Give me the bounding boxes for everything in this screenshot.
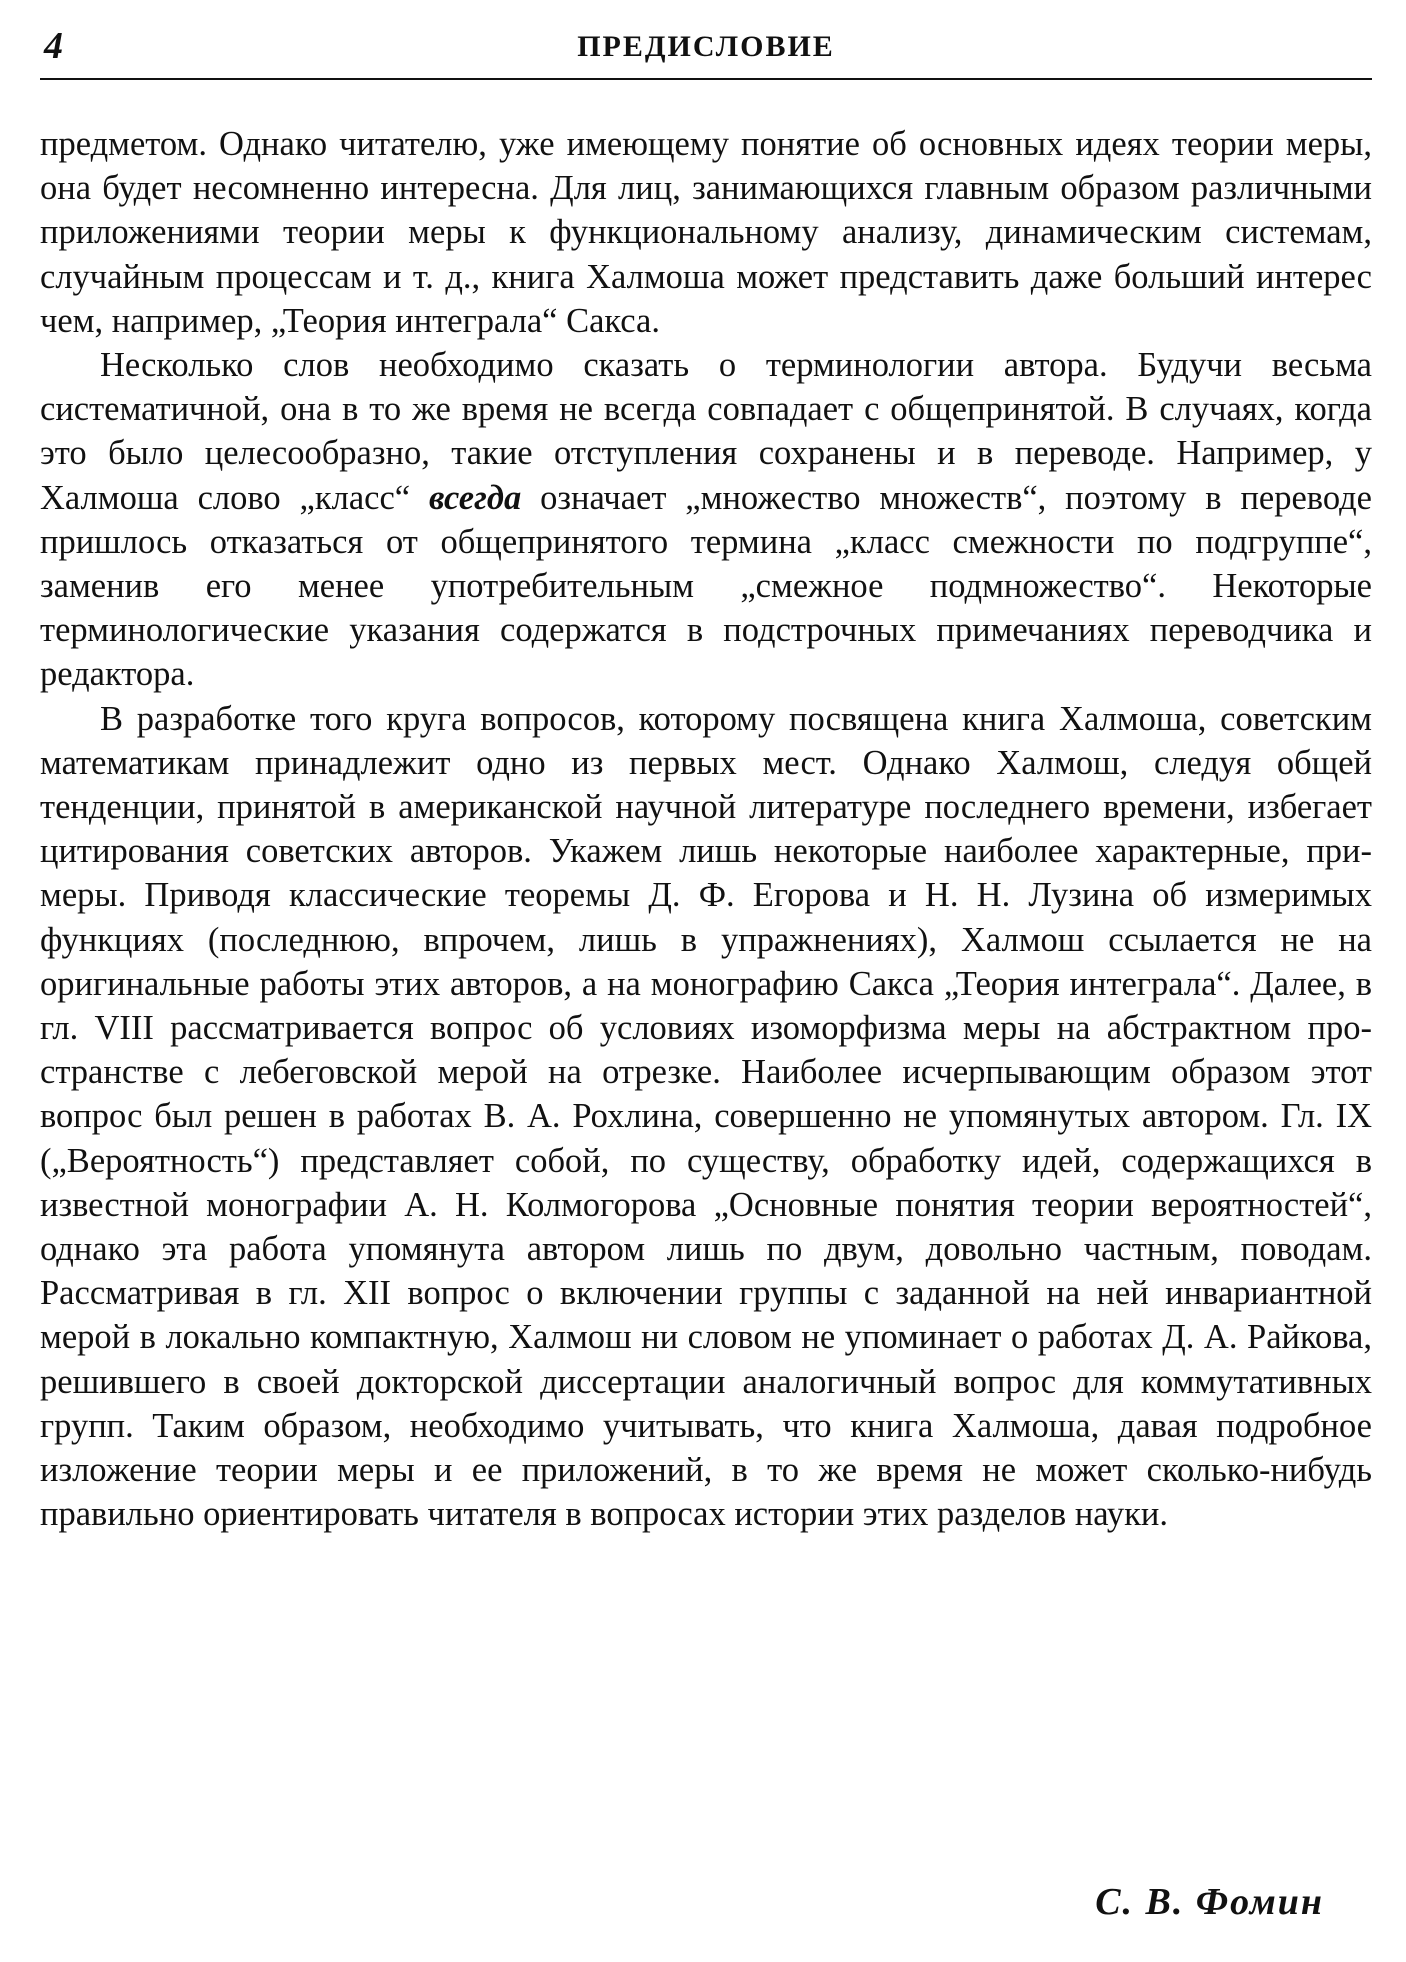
text-run: В разработке того круга вопросов, которому посвящена книга Халмоша, советским математикам принадлежит одно из первых мест. Однако Халмош, следуя общей тенденции, принятой в американской научной литературе последнего времени, избегает цитирования советских авторов. Укажем лишь некоторые наиболее характерные, примеры. Приводя классические теоремы Д. Ф. Егорова и Н. Н. Лузина об измеримых функциях (последнюю, впрочем, лишь в упражнениях), Халмош ссылается не на оригинальные работы этих авторов, а на монографию Сакса „Теория интеграла“. Далее, в гл. VIII рассматривается вопрос об условиях изоморфизма меры на абстрактном пространстве с лебеговской мерой на отрезке. Наиболее исчерпывающим образом этот вопрос был решен в работах В. А. Рохлина, совершенно не упомянутых автором. Гл. IX („Вероятность“) представляет собой, по существу, обработку идей, содержащихся в известной монографии А. Н. Колмогорова „Основные понятия теории вероятностей“, однако эта работа упомянута автором лишь по двум, довольно частным, поводам. Рассматривая в гл. XII вопрос о включении группы с заданной на ней инвариантной мерой в локально компактную, Халмош ни словом не упоминает о работах Д. А. Райкова, решившего в своей докторской диссертации аналогичный вопрос для коммутативных групп. Таким образом, необходимо учитывать, что книга Халмоша, давая подробное изложение теории меры и ее приложений, в то же время не может сколько-нибудь правильно ориентировать читателя в вопросах истории этих разделов науки. <box>40 699 1372 1534</box>
paragraph-2 <box>40 343 1372 697</box>
running-title: ПРЕДИСЛОВИЕ <box>577 30 835 63</box>
body-text <box>40 122 1372 1537</box>
book-page <box>40 18 1372 1948</box>
header-rule <box>40 78 1372 80</box>
text-run: Несколько слов необходимо сказать о терминологии автора. Будучи весьма систематичной, она в то же время не всегда совпадает с общепринятой. В случаях, когда это было целесообразно, такие отступления сохранены и в переводе. Например, у Халмоша слово „класс“ <box>40 346 1372 517</box>
emphasized-word: всегда <box>428 478 522 517</box>
text-run: предметом. Однако читателю, уже имеющему понятие об основных идеях теории меры, она будет несомненно интересна. Для лиц, занимающихся главным образом различными приложениями теории меры к функциональному анализу, динамическим системам, случайным процессам и т. д., книга Халмоша может представить даже больший интерес чем, например, „Теория интеграла“ Сакса. <box>40 125 1372 340</box>
author-signature: С. В. Фомин <box>1095 1881 1324 1923</box>
page-number: 4 <box>44 25 63 67</box>
page-header <box>40 18 1372 74</box>
paragraph-3 <box>40 697 1372 1537</box>
text-run: означает „множество множеств“, поэтому в переводе пришлось отказаться от общепринятого термина „класс смежности по подгруппе“, заменив его менее употребительным „смежное подмножество“. Некоторые терминологические указания содержатся в подстрочных примечаниях переводчика и редактора. <box>40 478 1372 694</box>
paragraph-1 <box>40 122 1372 343</box>
